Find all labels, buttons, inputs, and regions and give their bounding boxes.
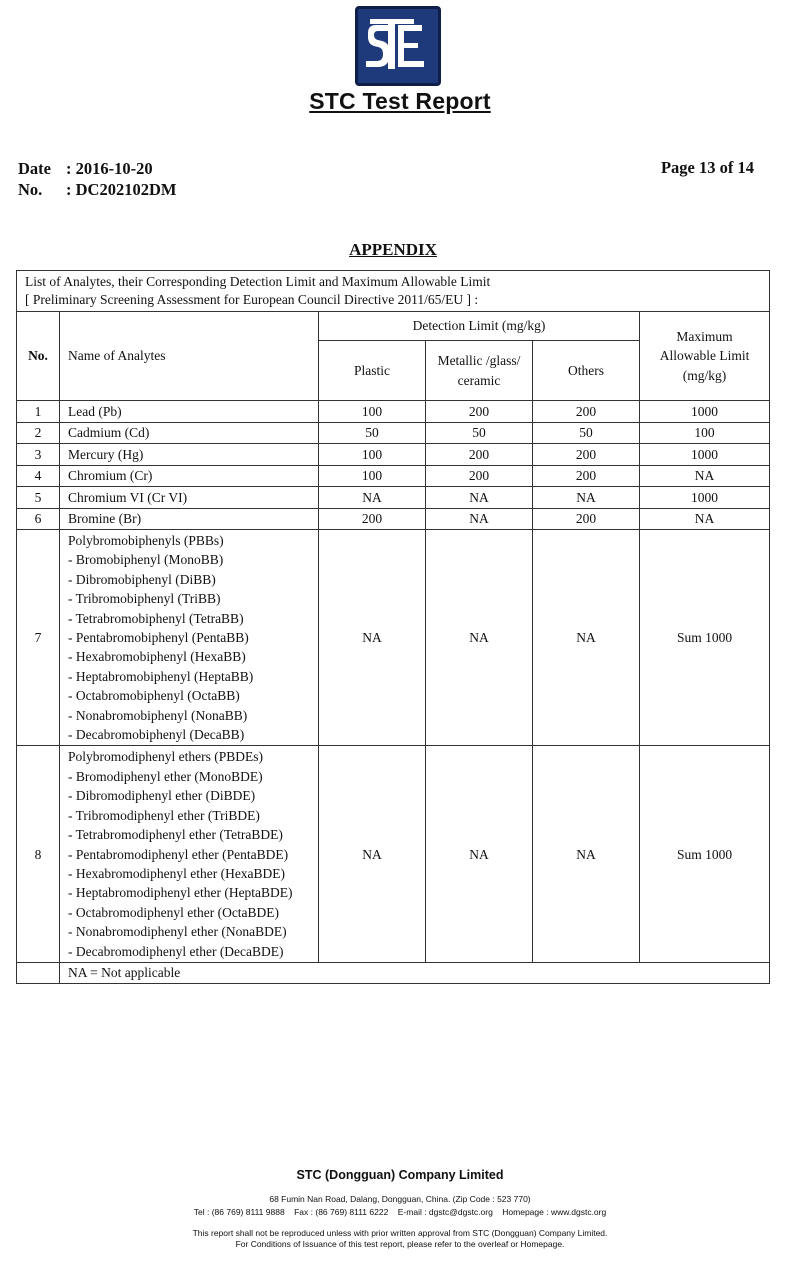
row-max: 1000	[640, 487, 770, 509]
row-analyte: Mercury (Hg)	[60, 444, 319, 466]
list-item: - Dibromobiphenyl (DiBB)	[68, 571, 216, 587]
no-label: No.	[18, 180, 43, 199]
footer-contact-line: Tel : (86 769) 8111 9888 Fax : (86 769) 8111 6222 E-mail : dgstc@dgstc.org Homepage : www.dgstc.org	[193, 1207, 607, 1217]
list-item: - Tribromobiphenyl (TriBB)	[68, 591, 221, 607]
footer-note-line-1: This report shall not be reproduced unless with prior written approval from STC (Dongguan) Company Limited.	[192, 1228, 608, 1238]
row-metallic: 200	[426, 444, 533, 466]
row-analyte: Bromine (Br)	[60, 508, 319, 530]
col-name-header: Name of Analytes	[60, 312, 319, 401]
footer-note	[0, 1228, 800, 1250]
footnote-spacer	[17, 962, 60, 984]
col-max-line-2: Allowable Limit	[659, 348, 750, 364]
row-no: 2	[17, 422, 60, 444]
row-metallic: 50	[426, 422, 533, 444]
list-item: - Decabromobiphenyl (DecaBB)	[68, 727, 245, 743]
col-metallic-line-2: ceramic	[457, 372, 501, 388]
footnote-row	[17, 962, 770, 984]
list-item: - Tribromodiphenyl ether (TriBDE)	[68, 807, 260, 823]
row-plastic: NA	[319, 530, 426, 746]
col-no-header: No.	[17, 312, 60, 401]
appendix-title: APPENDIX	[349, 240, 437, 259]
list-item: - Heptabromobiphenyl (HeptaBB)	[68, 668, 254, 684]
col-max-line-1: Maximum	[676, 328, 733, 344]
ste-logo-icon	[355, 6, 441, 86]
list-item: - Octabromodiphenyl ether (OctaBDE)	[68, 904, 280, 920]
row-no: 5	[17, 487, 60, 509]
list-item: - Tetrabromobiphenyl (TetraBB)	[68, 610, 244, 626]
row-plastic: 100	[319, 444, 426, 466]
row-analyte: Chromium (Cr)	[60, 465, 319, 487]
row-others: 200	[533, 508, 640, 530]
table-intro	[17, 271, 770, 312]
row-max: 1000	[640, 444, 770, 466]
col-metallic-header	[426, 341, 533, 401]
list-item: - Nonabromodiphenyl ether (NonaBDE)	[68, 924, 287, 940]
date-label: Date	[18, 159, 51, 178]
list-item: - Heptabromodiphenyl ether (HeptaBDE)	[68, 885, 293, 901]
list-item: - Bromobiphenyl (MonoBB)	[68, 552, 224, 568]
row-metallic: NA	[426, 746, 533, 962]
row-analyte: Chromium VI (Cr VI)	[60, 487, 319, 509]
no-value: : DC202102DM	[66, 180, 177, 199]
analytes-table	[16, 270, 770, 984]
row-metallic: 200	[426, 401, 533, 423]
row-plastic: 50	[319, 422, 426, 444]
list-item: - Decabromodiphenyl ether (DecaBDE)	[68, 943, 284, 959]
list-item: - Tetrabromodiphenyl ether (TetraBDE)	[68, 827, 283, 843]
row-metallic: NA	[426, 508, 533, 530]
row-max: NA	[640, 465, 770, 487]
list-item: - Pentabromodiphenyl ether (PentaBDE)	[68, 846, 289, 862]
row-others: NA	[533, 530, 640, 746]
pbb-analyte-list	[60, 530, 319, 746]
row-plastic: NA	[319, 746, 426, 962]
report-title: STC Test Report	[309, 88, 491, 114]
table-intro-row	[17, 271, 770, 312]
report-meta	[18, 158, 176, 200]
list-item: - Octabromobiphenyl (OctaBB)	[68, 688, 240, 704]
row-no: 6	[17, 508, 60, 530]
footer-company: STC (Dongguan) Company Limited	[296, 1168, 504, 1182]
table-row-pbb	[17, 530, 770, 746]
footer-address: 68 Fumin Nan Road, Dalang, Dongguan, China. (Zip Code : 523 770)	[269, 1194, 531, 1204]
table-row	[17, 401, 770, 423]
intro-line-2: [ Preliminary Screening Assessment for European Council Directive 2011/65/EU ] :	[25, 292, 479, 307]
row-analyte: Cadmium (Cd)	[60, 422, 319, 444]
row-max: 100	[640, 422, 770, 444]
row-max: Sum 1000	[640, 746, 770, 962]
row-others: 50	[533, 422, 640, 444]
row-plastic: 100	[319, 401, 426, 423]
footer-contact	[0, 1193, 800, 1219]
row-no: 1	[17, 401, 60, 423]
list-item: Polybromodiphenyl ethers (PBDEs)	[68, 749, 263, 765]
row-no: 3	[17, 444, 60, 466]
row-max: Sum 1000	[640, 530, 770, 746]
row-others: 200	[533, 465, 640, 487]
row-metallic: NA	[426, 530, 533, 746]
col-others-header: Others	[533, 341, 640, 401]
list-item: - Hexabromobiphenyl (HexaBB)	[68, 649, 246, 665]
row-plastic: 100	[319, 465, 426, 487]
row-no: 8	[17, 746, 60, 962]
col-max-header	[640, 312, 770, 401]
row-plastic: 200	[319, 508, 426, 530]
table-row	[17, 422, 770, 444]
col-metallic-line-1: Metallic /glass/	[437, 353, 521, 369]
row-analyte: Lead (Pb)	[60, 401, 319, 423]
intro-line-1: List of Analytes, their Corresponding Detection Limit and Maximum Allowable Limit	[25, 274, 491, 289]
row-metallic: NA	[426, 487, 533, 509]
row-others: 200	[533, 401, 640, 423]
date-value: : 2016-10-20	[66, 159, 153, 178]
list-item: - Bromodiphenyl ether (MonoBDE)	[68, 768, 263, 784]
pbde-analyte-list	[60, 746, 319, 962]
table-row-pbde	[17, 746, 770, 962]
col-detection-header: Detection Limit (mg/kg)	[319, 312, 640, 341]
row-max: 1000	[640, 401, 770, 423]
table-row	[17, 487, 770, 509]
row-others: NA	[533, 487, 640, 509]
footnote: NA = Not applicable	[60, 962, 770, 984]
row-plastic: NA	[319, 487, 426, 509]
list-item: - Dibromodiphenyl ether (DiBDE)	[68, 788, 256, 804]
list-item: - Hexabromodiphenyl ether (HexaBDE)	[68, 865, 286, 881]
page-number: Page 13 of 14	[660, 158, 754, 177]
list-item: - Nonabromobiphenyl (NonaBB)	[68, 707, 248, 723]
row-others: 200	[533, 444, 640, 466]
table-row	[17, 508, 770, 530]
list-item: - Pentabromobiphenyl (PentaBB)	[68, 630, 249, 646]
table-row	[17, 444, 770, 466]
row-no: 7	[17, 530, 60, 746]
footer-note-line-2: For Conditions of Issuance of this test report, please refer to the overleaf or Homepage.	[235, 1239, 565, 1249]
col-plastic-header: Plastic	[319, 341, 426, 401]
table-row	[17, 465, 770, 487]
row-max: NA	[640, 508, 770, 530]
col-max-line-3: (mg/kg)	[682, 367, 727, 383]
header-row-1	[17, 312, 770, 341]
row-others: NA	[533, 746, 640, 962]
list-item: Polybromobiphenyls (PBBs)	[68, 533, 224, 548]
row-no: 4	[17, 465, 60, 487]
row-metallic: 200	[426, 465, 533, 487]
